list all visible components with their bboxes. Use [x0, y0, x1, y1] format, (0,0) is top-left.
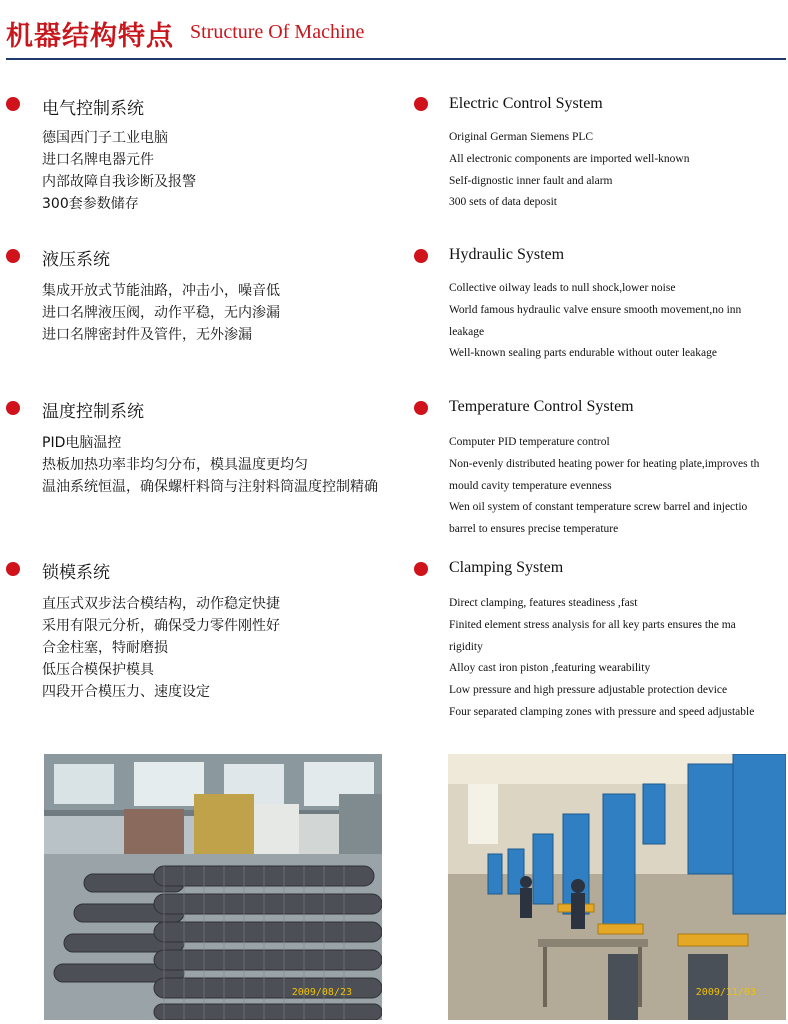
- feature-list-en: [449, 593, 788, 724]
- factory-insulators-illustration: [44, 754, 382, 1020]
- photo-date-stamp: 2009/08/23: [291, 987, 352, 998]
- list-item: 300套参数储存: [42, 196, 139, 212]
- bullet-dot-icon: [414, 401, 428, 415]
- list-item: barrel to ensures precise temperature: [449, 523, 619, 536]
- list-item: Finited element stress analysis for all key parts ensures the ma: [449, 618, 736, 631]
- bullet-dot-icon: [6, 249, 20, 263]
- feature-list-en: [449, 432, 788, 541]
- list-item: 热板加热功率非均匀分布，模具温度更均匀: [42, 457, 308, 473]
- header-divider: [6, 58, 786, 60]
- section-title-cn: 液压系统: [42, 250, 110, 270]
- feature-list-cn: [42, 432, 378, 498]
- bullet-dot-icon: [414, 249, 428, 263]
- list-item: 集成开放式节能油路，冲击小，噪音低: [42, 283, 280, 299]
- feature-list-cn: [42, 593, 280, 703]
- feature-list-en: [449, 278, 788, 365]
- page-header: [0, 0, 788, 62]
- page-title-cn: 机器结构特点: [6, 21, 174, 52]
- list-item: Collective oilway leads to null shock,lower noise: [449, 282, 676, 294]
- list-item: 300 sets of data deposit: [449, 196, 557, 209]
- section-title-en: Electric Control System: [449, 95, 603, 112]
- list-item: mould cavity temperature evenness: [449, 479, 612, 492]
- bullet-dot-icon: [414, 562, 428, 576]
- list-item: Well-known sealing parts endurable without outer leakage: [449, 347, 717, 360]
- feature-list-cn: [42, 127, 196, 215]
- list-item: 低压合模保护模具: [42, 662, 154, 678]
- list-item: rigidity: [449, 640, 483, 653]
- list-item: 采用有限元分析，确保受力零件刚性好: [42, 618, 280, 634]
- list-item: Alloy cast iron piston ,featuring wearability: [449, 662, 651, 675]
- list-item: All electronic components are imported well-known: [449, 152, 690, 165]
- feature-list-en: [449, 127, 788, 214]
- list-item: Self-dignostic inner fault and alarm: [449, 174, 613, 187]
- list-item: 进口名牌液压阀，动作平稳，无内渗漏: [42, 305, 280, 321]
- list-item: 四段开合模压力、速度设定: [42, 684, 210, 700]
- photo-date-stamp: 2009/11/03: [695, 987, 756, 998]
- list-item: Non-evenly distributed heating power for heating plate,improves th: [449, 457, 760, 470]
- list-item: PID电脑温控: [42, 435, 122, 451]
- list-item: 温油系统恒温，确保螺杆料筒与注射料筒温度控制精确: [42, 479, 378, 495]
- list-item: 进口名牌密封件及管件，无外渗漏: [42, 327, 252, 343]
- list-item: 直压式双步法合模结构，动作稳定快捷: [42, 596, 280, 612]
- list-item: World famous hydraulic valve ensure smooth movement,no inn: [449, 303, 742, 316]
- section-title-cn: 温度控制系统: [42, 402, 144, 422]
- list-item: 合金柱塞，特耐磨损: [42, 640, 168, 656]
- factory-presses-illustration: [448, 754, 786, 1020]
- section-title-en: Clamping System: [449, 559, 564, 576]
- bullet-dot-icon: [6, 401, 20, 415]
- list-item: 德国西门子工业电脑: [42, 130, 168, 146]
- list-item: Low pressure and high pressure adjustable protection device: [449, 684, 728, 697]
- section-title-cn: 电气控制系统: [42, 99, 144, 119]
- list-item: Four separated clamping zones with pressure and speed adjustable: [449, 705, 755, 718]
- list-item: Direct clamping, features steadiness ,fast: [449, 597, 638, 609]
- list-item: leakage: [449, 325, 485, 338]
- feature-list-cn: [42, 280, 280, 346]
- bullet-dot-icon: [414, 97, 428, 111]
- list-item: 进口名牌电器元件: [42, 152, 154, 168]
- section-title-cn: 锁模系统: [42, 563, 110, 583]
- bullet-dot-icon: [6, 97, 20, 111]
- list-item: Computer PID temperature control: [449, 436, 610, 448]
- list-item: Wen oil system of constant temperature screw barrel and injectio: [449, 501, 748, 514]
- factory-photo-presses: [448, 754, 786, 1020]
- list-item: 内部故障自我诊断及报警: [42, 174, 196, 190]
- bullet-dot-icon: [6, 562, 20, 576]
- page-title-en: Structure Of Machine: [190, 21, 365, 43]
- section-title-en: Hydraulic System: [449, 246, 565, 263]
- list-item: Original German Siemens PLC: [449, 131, 594, 143]
- factory-photo-insulators: [44, 754, 382, 1020]
- section-title-en: Temperature Control System: [449, 398, 634, 415]
